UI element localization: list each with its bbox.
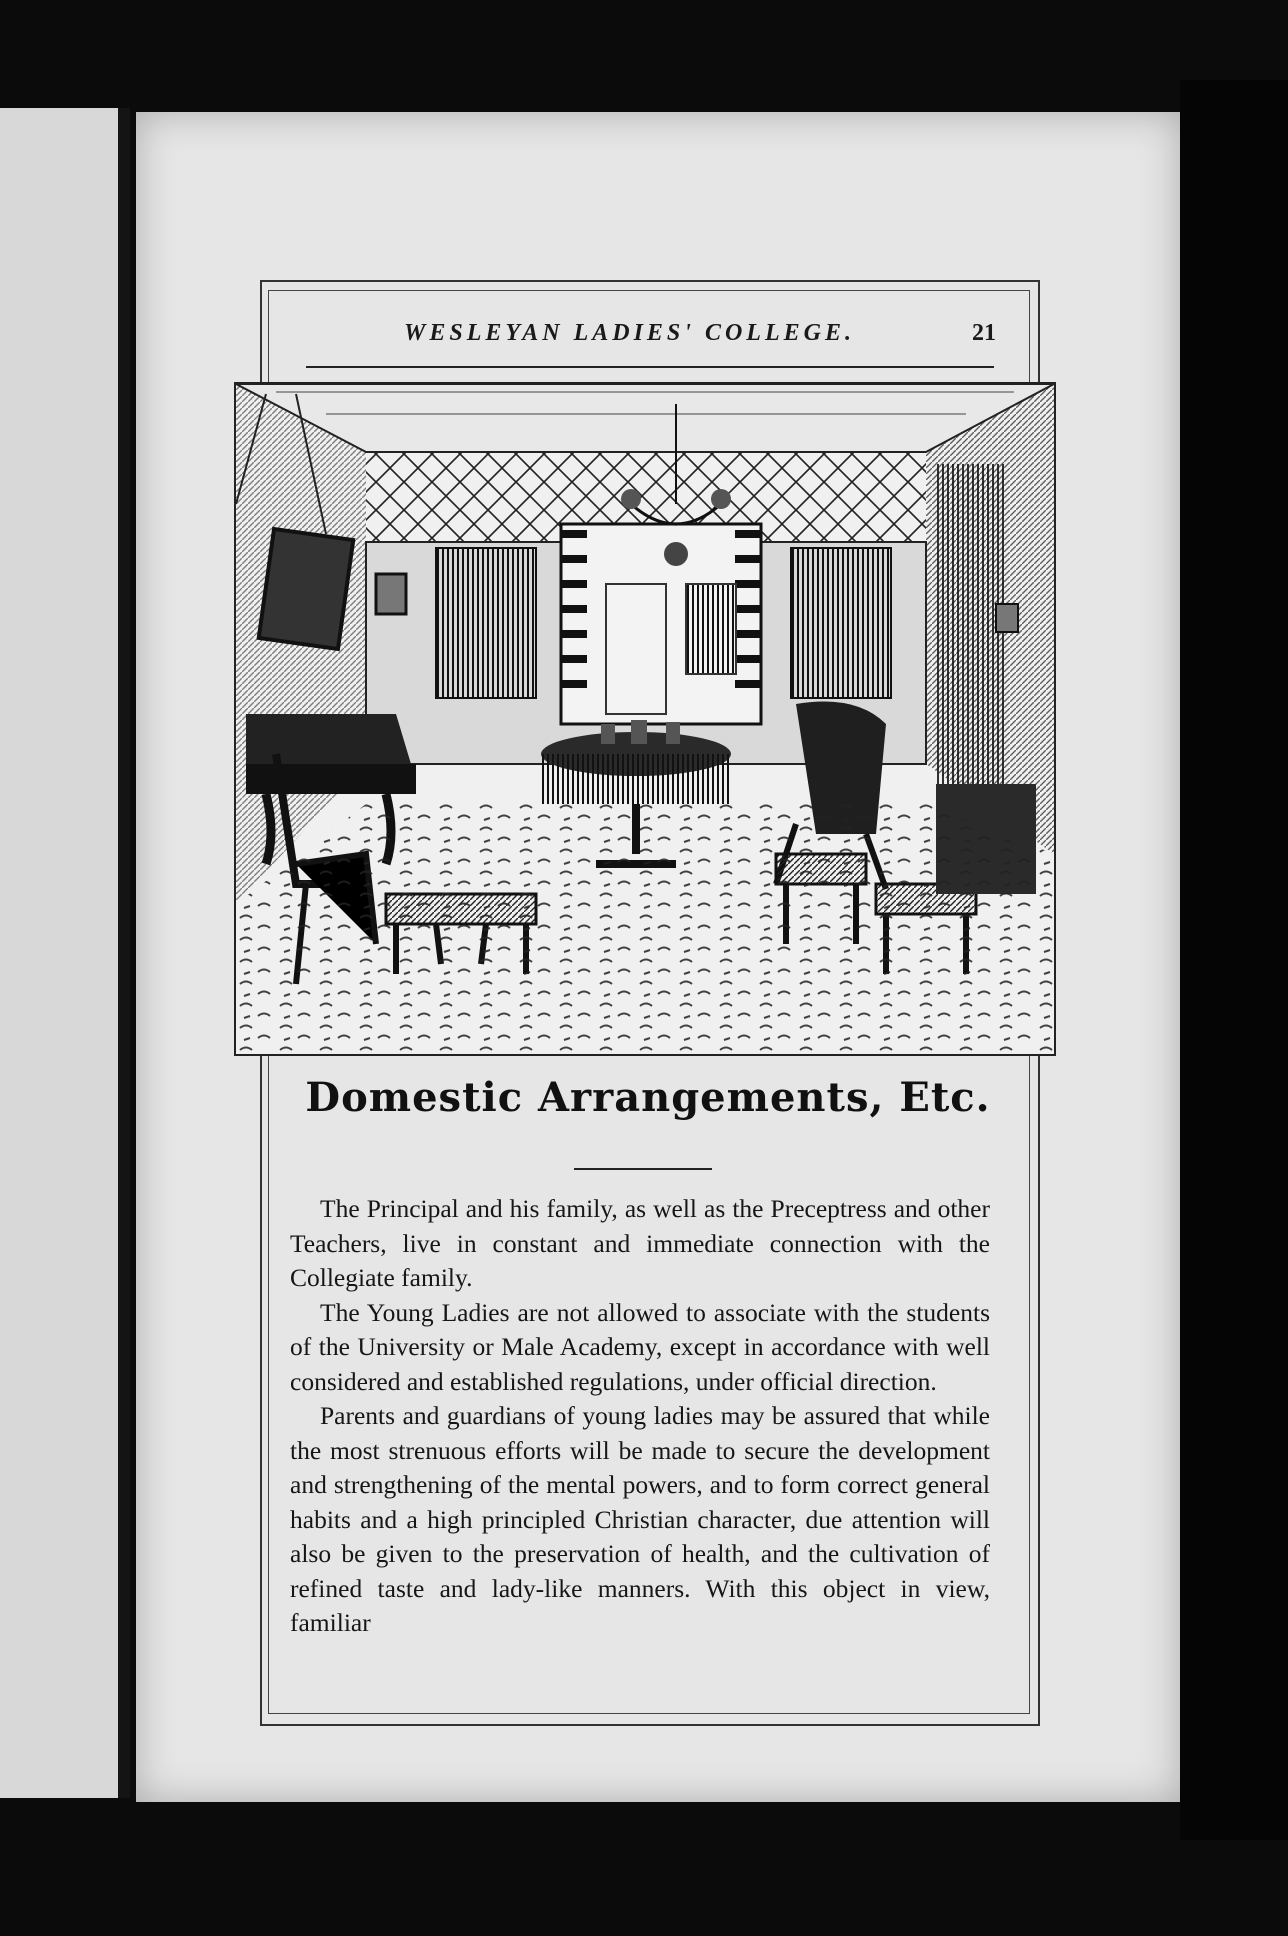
header-rule: [306, 366, 994, 368]
paragraph-2: The Young Ladies are not allowed to associate with the students of the University or Male Academy, except in accordance with well considered and established regulations, under official direction.: [290, 1297, 990, 1396]
paragraph-3: Parents and guardians of young ladies may be assured that while the most strenuous efforts will be made to secure the development and strengthening of the mental powers, and to form correct general habits and a high principled Christian character, due attention will also be given to the preservation of health, and the cultivation of refined taste and lady-like manners. With this object in view, familiar: [290, 1401, 990, 1637]
paragraph-1: The Principal and his family, as well as the Preceptress and other Teachers, live in constant and immediate connection with the Collegiate family.: [290, 1194, 990, 1292]
section-title: Domestic Arrangements, Etc.: [305, 1074, 991, 1121]
running-head: WESLEYAN LADIES' COLLEGE.: [404, 319, 855, 346]
title-rule: [574, 1168, 712, 1170]
body-text: [290, 1192, 990, 1641]
page-header: [300, 310, 1000, 356]
parlor-engraving-svg: [236, 384, 1054, 1054]
adjacent-page-edge: [0, 108, 130, 1798]
parlor-engraving: [234, 382, 1056, 1056]
book-spine-shadow: [1180, 80, 1288, 1840]
page-number: 21: [972, 319, 996, 346]
adjacent-page: [0, 108, 128, 1798]
